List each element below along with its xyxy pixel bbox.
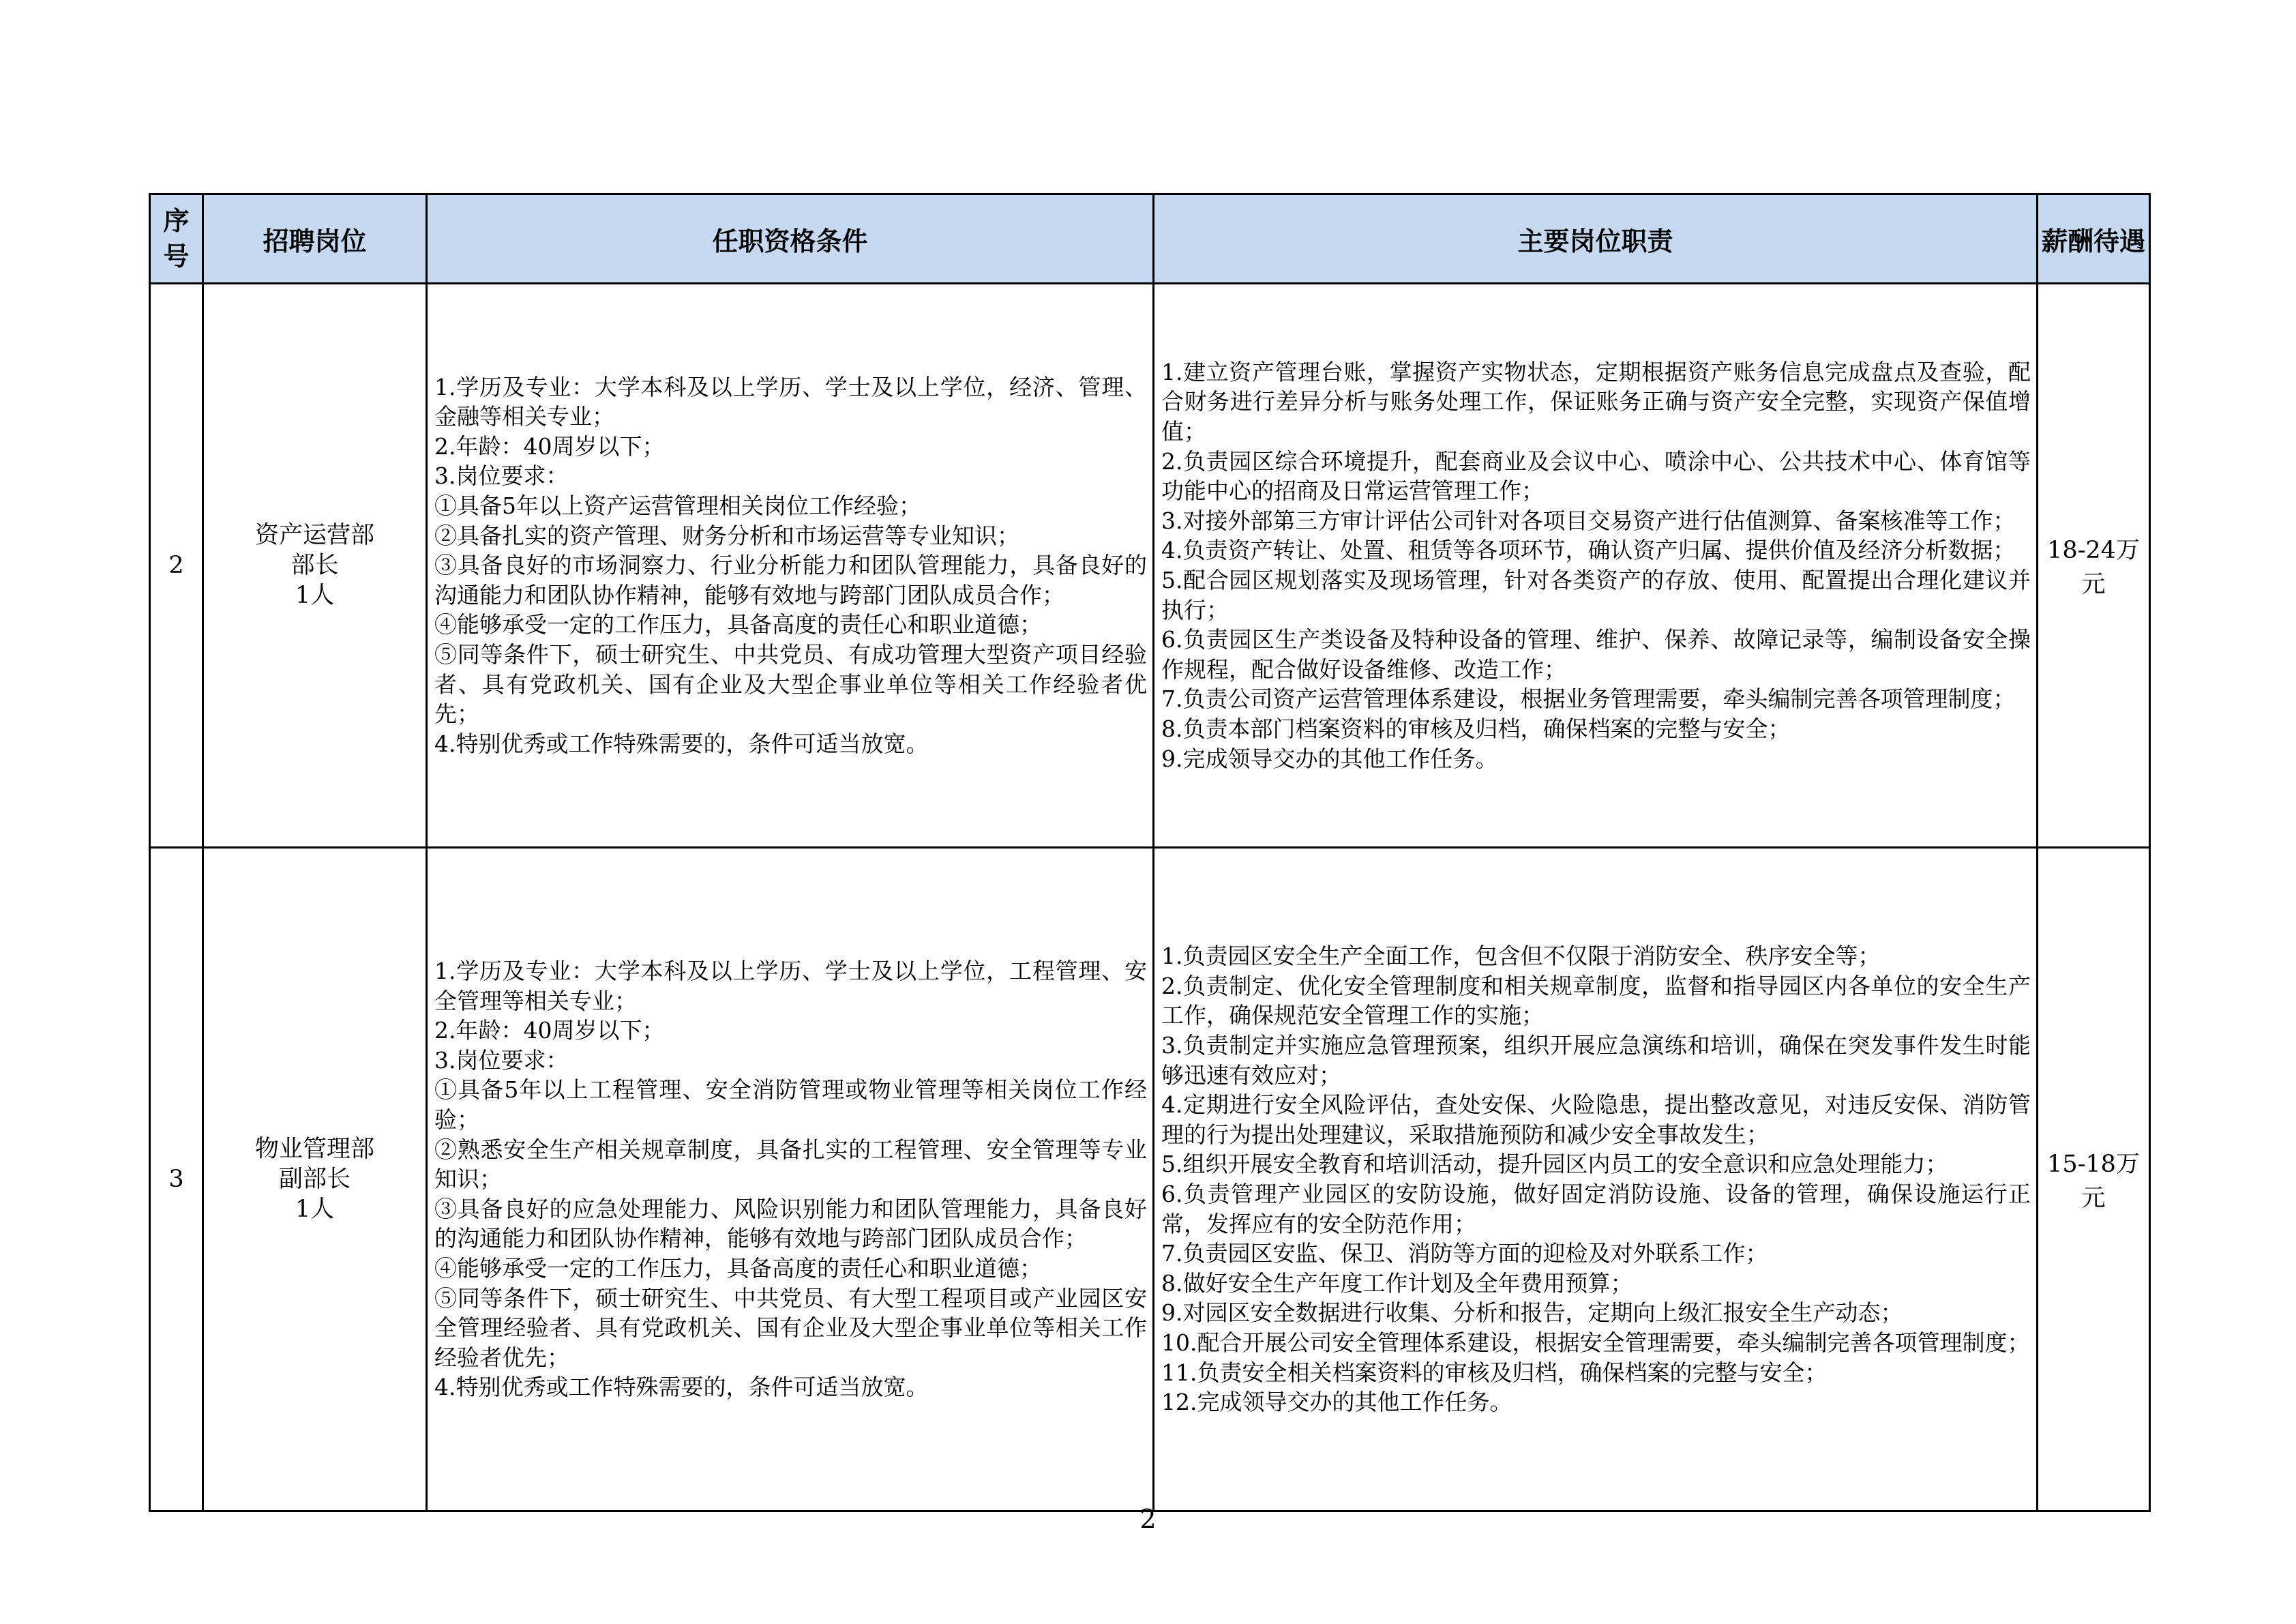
header-qualifications: 任职资格条件 — [427, 194, 1154, 284]
row-salary: 18-24万元 — [2038, 284, 2150, 848]
row-duties — [1154, 284, 2038, 848]
position-dept: 物业管理部 — [254, 1136, 374, 1163]
duty-item: 2.负责制定、优化安全管理制度和相关规章制度，监督和指导园区内各单位的安全生产工作，确保规范安全管理工作的实施； — [1161, 972, 2031, 1029]
duty-item: 4.定期进行安全风险评估，查处安保、火险隐患，提出整改意见，对违反安保、消防管理的行为提出处理建议，采取措施预防和减少安全事故发生； — [1161, 1091, 2031, 1148]
qualification-item: ⑤同等条件下，硕士研究生、中共党员、有大型工程项目或产业园区安全管理经验者、具有党政机关、国有企业及大型企事业单位等相关工作经验者优先； — [434, 1284, 1147, 1371]
qualification-item: 3.岗位要求： — [434, 1046, 569, 1074]
duty-item: 3.负责制定并实施应急管理预案，组织开展应急演练和培训，确保在突发事件发生时能够迅速有效应对； — [1161, 1032, 2031, 1089]
duty-item: 7.负责公司资产运营管理体系建设，根据业务管理需要，牵头编制完善各项管理制度； — [1161, 685, 2016, 713]
position-title: 副部长 — [278, 1166, 351, 1193]
table-row — [150, 284, 2150, 848]
qualification-item: 1.学历及专业：大学本科及以上学历、学士及以上学位，工程管理、安全管理等相关专业； — [434, 958, 1147, 1014]
duty-item: 5.组织开展安全教育和培训活动，提升园区内员工的安全意识和应急处理能力； — [1161, 1151, 1948, 1178]
qualification-item: ①具备5年以上资产运营管理相关岗位工作经验； — [434, 492, 921, 520]
qualification-item: 3.岗位要求： — [434, 462, 569, 490]
duty-item: 2.负责园区综合环境提升，配套商业及会议中心、喷涂中心、公共技术中心、体育馆等功能中心的招商及日常运营管理工作； — [1161, 447, 2031, 505]
recruitment-table — [149, 193, 2151, 1512]
qualification-item: ③具备良好的应急处理能力、风险识别能力和团队管理能力，具备良好的沟通能力和团队协作精神，能够有效地与跨部门团队成员合作； — [434, 1195, 1147, 1252]
qualification-item: ③具备良好的市场洞察力、行业分析能力和团队管理能力，具备良好的沟通能力和团队协作精神，能够有效地与跨部门团队成员合作； — [434, 552, 1147, 608]
duty-item: 3.对接外部第三方审计评估公司针对各项目交易资产进行估值测算、备案核准等工作； — [1161, 507, 2016, 534]
header-position: 招聘岗位 — [203, 194, 427, 284]
header-seq: 序号 — [150, 194, 203, 284]
row-qualifications — [427, 284, 1154, 848]
header-salary: 薪酬待遇 — [2038, 194, 2150, 284]
qualification-item: ②熟悉安全生产相关规章制度，具备扎实的工程管理、安全管理等专业知识； — [434, 1136, 1147, 1193]
row-seq: 3 — [150, 848, 203, 1511]
row-position — [203, 848, 427, 1511]
duty-item: 6.负责园区生产类设备及特种设备的管理、维护、保养、故障记录等，编制设备安全操作规程，配合做好设备维修、改造工作； — [1161, 626, 2031, 683]
qualification-item: ①具备5年以上工程管理、安全消防管理或物业管理等相关岗位工作经验； — [434, 1076, 1147, 1134]
qualification-item: 4.特别优秀或工作特殊需要的，条件可适当放宽。 — [434, 1374, 929, 1401]
qualification-item: 2.年龄：40周岁以下； — [434, 432, 665, 460]
position-headcount: 1人 — [295, 582, 335, 609]
qualification-item: ⑤同等条件下，硕士研究生、中共党员、有成功管理大型资产项目经验者、具有党政机关、国有企业及大型企事业单位等相关工作经验者优先； — [434, 640, 1147, 728]
row-position — [203, 284, 427, 848]
header-row — [150, 194, 2150, 284]
row-qualifications — [427, 848, 1154, 1511]
duty-item: 4.负责资产转让、处置、租赁等各项环节，确认资产归属、提供价值及经济分析数据； — [1161, 537, 2016, 564]
duty-item: 9.对园区安全数据进行收集、分析和报告，定期向上级汇报安全生产动态； — [1161, 1299, 1903, 1327]
row-salary: 15-18万元 — [2038, 848, 2150, 1511]
duty-item: 7.负责园区安监、保卫、消防等方面的迎检及对外联系工作； — [1161, 1240, 1768, 1267]
qualification-item: 1.学历及专业：大学本科及以上学历、学士及以上学位，经济、管理、金融等相关专业； — [434, 373, 1147, 430]
duty-item: 10.配合开展公司安全管理体系建设，根据安全管理需要，牵头编制完善各项管理制度； — [1161, 1329, 2030, 1356]
qualification-item: ④能够承受一定的工作压力，具备高度的责任心和职业道德； — [434, 1254, 1042, 1282]
qualification-item: 2.年龄：40周岁以下； — [434, 1017, 665, 1044]
qualification-item: ④能够承受一定的工作压力，具备高度的责任心和职业道德； — [434, 611, 1042, 638]
position-headcount: 1人 — [295, 1196, 335, 1223]
qualification-item: ②具备扎实的资产管理、财务分析和市场运营等专业知识； — [434, 522, 1019, 549]
duty-item: 6.负责管理产业园区的安防设施，做好固定消防设施、设备的管理，确保设施运行正常，发挥应有的安全防范作用； — [1161, 1181, 2031, 1237]
duty-item: 9.完成领导交办的其他工作任务。 — [1161, 745, 1498, 772]
position-dept: 资产运营部 — [254, 522, 374, 549]
duty-item: 5.配合园区规划落实及现场管理，针对各类资产的存放、使用、配置提出合理化建议并执行； — [1161, 567, 2031, 623]
page-number: 2 — [1139, 1504, 1157, 1534]
table-row — [150, 848, 2150, 1511]
row-duties — [1154, 848, 2038, 1511]
duty-item: 12.完成领导交办的其他工作任务。 — [1161, 1389, 1512, 1416]
duty-item: 1.负责园区安全生产全面工作，包含但不仅限于消防安全、秩序安全等； — [1161, 943, 1881, 970]
position-title: 部长 — [290, 552, 339, 579]
row-seq: 2 — [150, 284, 203, 848]
duty-item: 1.建立资产管理台账，掌握资产实物状态，定期根据资产账务信息完成盘点及查验，配合财务进行差异分析与账务处理工作，保证账务正确与资产安全完整，实现资产保值增值； — [1161, 358, 2031, 445]
duty-item: 11.负责安全相关档案资料的审核及归档，确保档案的完整与安全； — [1161, 1359, 1828, 1386]
header-duties: 主要岗位职责 — [1154, 194, 2038, 284]
qualification-item: 4.特别优秀或工作特殊需要的，条件可适当放宽。 — [434, 730, 929, 757]
duty-item: 8.负责本部门档案资料的审核及归档，确保档案的完整与安全； — [1161, 715, 1791, 742]
duty-item: 8.做好安全生产年度工作计划及全年费用预算； — [1161, 1269, 1633, 1297]
